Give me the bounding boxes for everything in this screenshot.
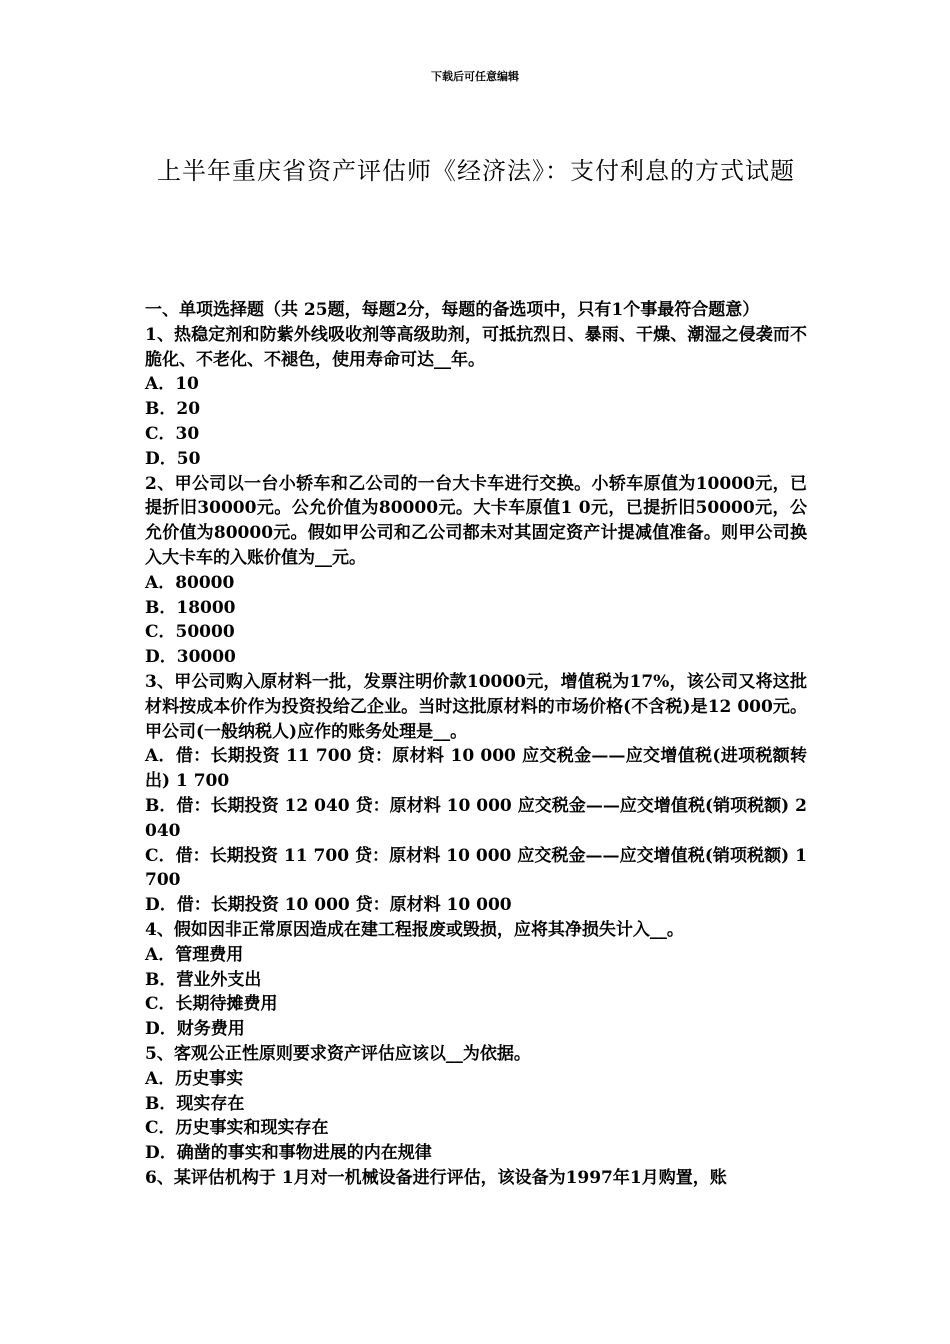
question-stem: 2、甲公司以一台小轿车和乙公司的一台大卡车进行交换。小轿车原值为10000元，已提折旧30000元。公允价值为80000元。大卡车原值1 0元，已提折旧50000元，公允价值为80000元。假如甲公司和乙公司都未对其固定资产计提减值准备。则甲公司换入大卡车的入账价值为__元。 [145, 473, 807, 568]
document-title: 上半年重庆省资产评估师《经济法》：支付利息的方式试题 [157, 157, 795, 185]
question-stem: 1、热稳定剂和防紫外线吸收剂等高级助剂，可抵抗烈日、暴雨、干燥、潮湿之侵袭而不脆化、不老化、不褪色，使用寿命可达__年。 [145, 324, 807, 370]
question-5 [145, 1042, 807, 1166]
question-stem: 3、甲公司购入原材料一批，发票注明价款10000元，增值税为17%，该公司又将这批材料按成本价作为投资投给乙企业。当时这批原材料的市场价格(不含税)是12 000元。甲公司(一般纳税人)应作的账务处理是__。 [145, 671, 807, 742]
option-b: B．现实存在 [145, 1093, 245, 1114]
question-3 [145, 670, 807, 918]
option-c: C．历史事实和现实存在 [145, 1118, 329, 1139]
section-heading: 一、单项选择题（共 25题，每题2分，每题的备选项中，只有1个事最符合题意） [145, 300, 760, 320]
question-4 [145, 918, 807, 1042]
option-d: D．借：长期投资 10 000 贷：原材料 10 000 [145, 895, 512, 916]
question-stem: 4、假如因非正常原因造成在建工程报废或毁损，应将其净损失计入__。 [145, 919, 684, 940]
option-a: A．10 [145, 374, 199, 395]
option-a: A．80000 [145, 572, 235, 593]
document-body [145, 298, 807, 1191]
option-a: A．历史事实 [145, 1068, 244, 1089]
option-c: C．借：长期投资 11 700 贷：原材料 10 000 应交税金——应交增值税(销项税额) 1 700 [145, 845, 807, 891]
option-a: A．借：长期投资 11 700 贷：原材料 10 000 应交税金——应交增值税(进项税额转出) 1 700 [145, 746, 807, 792]
question-1 [145, 323, 807, 472]
option-b: B．营业外支出 [145, 969, 262, 990]
question-2 [145, 472, 807, 670]
question-stem: 6、某评估机构于 1月对一机械设备进行评估，该设备为1997年1月购置，账 [145, 1167, 727, 1188]
option-c: C．长期待摊费用 [145, 994, 278, 1015]
option-b: B．20 [145, 399, 201, 420]
option-d: D．50 [145, 448, 201, 469]
option-b: B．借：长期投资 12 040 贷：原材料 10 000 应交税金——应交增值税(销项税额) 2 040 [145, 795, 807, 841]
header-note: 下载后可任意编辑 [431, 70, 519, 83]
option-a: A．管理费用 [145, 944, 244, 965]
option-c: C．50000 [145, 622, 235, 643]
question-stem: 5、客观公正性原则要求资产评估应该以__为依据。 [145, 1043, 531, 1064]
option-b: B．18000 [145, 597, 236, 618]
option-d: D．确凿的事实和事物进展的内在规律 [145, 1143, 432, 1164]
option-d: D．30000 [145, 647, 236, 668]
question-6 [145, 1166, 807, 1191]
option-d: D．财务费用 [145, 1019, 245, 1040]
option-c: C．30 [145, 423, 200, 444]
